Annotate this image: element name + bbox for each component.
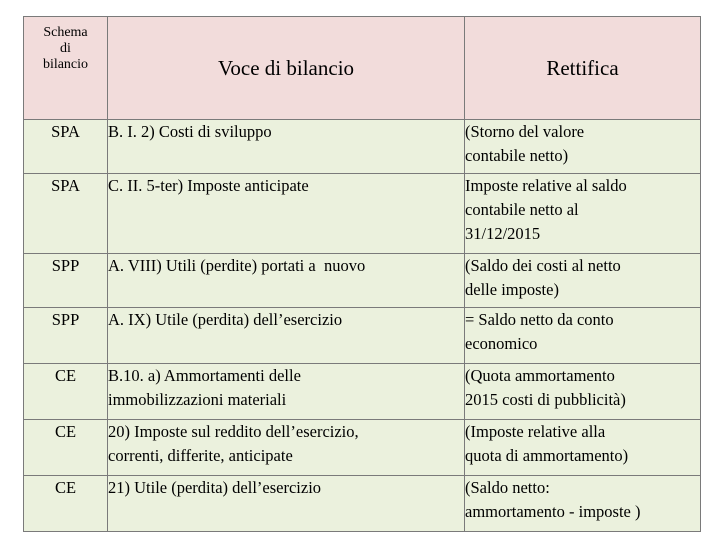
cell-voce (108, 364, 465, 420)
cell-voce (108, 174, 465, 254)
cell-rettifica-line: (Storno del valore (465, 122, 585, 141)
cell-voce-line: B.10. a) Ammortamenti delle (108, 366, 301, 385)
cell-rettifica (465, 476, 701, 532)
cell-rettifica (465, 364, 701, 420)
header-schema-line: Schema (43, 25, 88, 40)
header-row (24, 17, 701, 120)
header-schema-line: bilancio (42, 57, 89, 72)
cell-schema: CE (24, 476, 108, 532)
cell-schema: SPP (24, 308, 108, 364)
cell-rettifica-line: (Saldo netto: (465, 478, 550, 497)
cell-schema: SPA (24, 174, 108, 254)
table-row (24, 420, 701, 476)
cell-rettifica (465, 254, 701, 308)
cell-rettifica-line: 2015 costi di pubblicità) (465, 390, 626, 409)
cell-rettifica (465, 174, 701, 254)
cell-voce (108, 420, 465, 476)
cell-voce (108, 308, 465, 364)
cell-rettifica-line: (Imposte relative alla (465, 422, 606, 441)
cell-rettifica-line: 31/12/2015 (465, 224, 541, 243)
cell-rettifica-line: ammortamento - imposte ) (465, 502, 641, 521)
cell-rettifica (465, 120, 701, 174)
cell-voce-line: A. VIII) Utili (perdite) portati a nuovo (108, 256, 366, 275)
cell-voce-line: 20) Imposte sul reddito dell’esercizio, (108, 422, 359, 441)
header-rettifica: Rettifica (465, 17, 701, 120)
cell-schema: SPP (24, 254, 108, 308)
cell-voce-line: B. I. 2) Costi di sviluppo (108, 122, 272, 141)
header-voce: Voce di bilancio (108, 17, 465, 120)
table-row (24, 364, 701, 420)
cell-voce-line: immobilizzazioni materiali (108, 390, 287, 409)
table-row (24, 254, 701, 308)
cell-voce-line: correnti, differite, anticipate (108, 446, 293, 465)
table-row (24, 120, 701, 174)
cell-voce (108, 476, 465, 532)
cell-rettifica-line: quota di ammortamento) (465, 446, 629, 465)
cell-voce-line: 21) Utile (perdita) dell’esercizio (108, 478, 322, 497)
cell-voce-line: C. II. 5-ter) Imposte anticipate (108, 176, 309, 195)
cell-rettifica-line: (Quota ammortamento (465, 366, 615, 385)
cell-schema: CE (24, 364, 108, 420)
cell-rettifica-line: delle imposte) (465, 280, 559, 299)
cell-rettifica-line: contabile netto al (465, 200, 579, 219)
header-schema (24, 17, 108, 120)
cell-schema: CE (24, 420, 108, 476)
header-schema-line: di (60, 41, 71, 56)
adjustments-table (23, 16, 701, 532)
table-row (24, 476, 701, 532)
cell-schema: SPA (24, 120, 108, 174)
cell-rettifica-line: Imposte relative al saldo (465, 176, 627, 195)
cell-rettifica-line: = Saldo netto da conto (465, 310, 614, 329)
cell-rettifica (465, 420, 701, 476)
table-row (24, 174, 701, 254)
cell-rettifica-line: (Saldo dei costi al netto (465, 256, 621, 275)
cell-voce (108, 254, 465, 308)
cell-rettifica (465, 308, 701, 364)
cell-voce (108, 120, 465, 174)
cell-voce-line: A. IX) Utile (perdita) dell’esercizio (108, 310, 343, 329)
cell-rettifica-line: economico (465, 334, 538, 353)
table-row (24, 308, 701, 364)
cell-rettifica-line: contabile netto) (465, 146, 569, 165)
